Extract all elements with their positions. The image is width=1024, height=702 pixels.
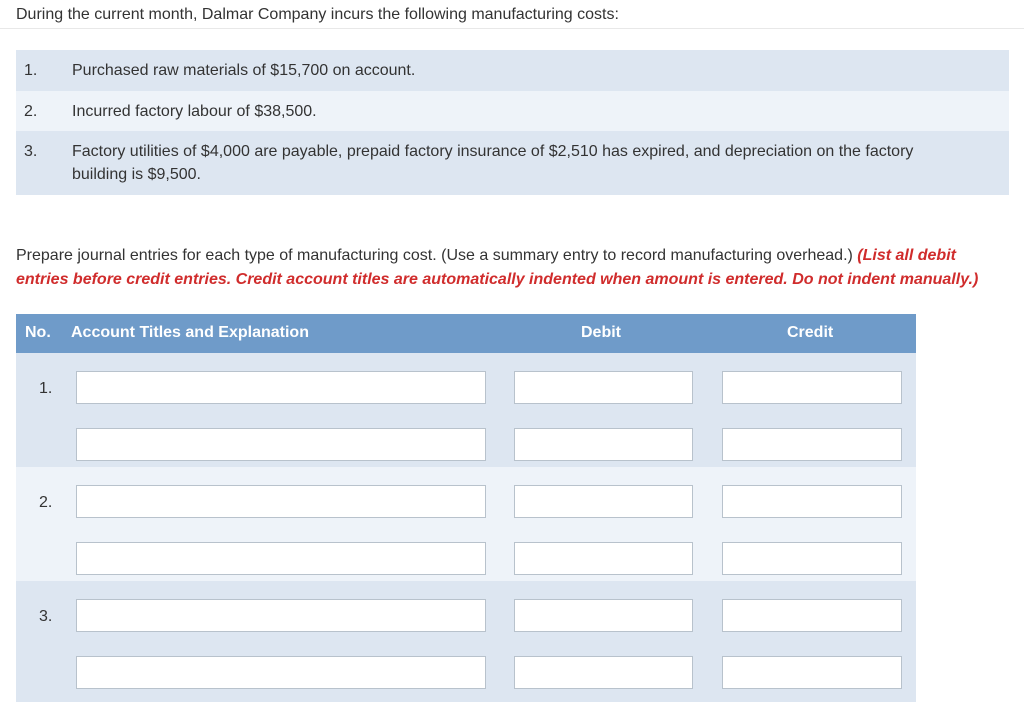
credit-input[interactable] bbox=[722, 371, 902, 404]
instructions bbox=[16, 244, 1006, 292]
account-title-input[interactable] bbox=[76, 428, 486, 461]
header-no: No. bbox=[25, 324, 51, 341]
fact-text: Purchased raw materials of $15,700 on account. bbox=[72, 62, 416, 79]
journal-entry-1 bbox=[16, 353, 916, 467]
credit-input[interactable] bbox=[722, 485, 902, 518]
facts-list bbox=[16, 50, 1009, 195]
entry-number: 2. bbox=[39, 494, 53, 511]
header-account: Account Titles and Explanation bbox=[71, 324, 309, 341]
instructions-note: (List all debit entries before credit entries. Credit account titles are automatically indented when amount is entered. Do not indent manually.) bbox=[16, 247, 979, 288]
fact-text: Factory utilities of $4,000 are payable, prepaid factory insurance of $2,510 has expired, and depreciation on the factory building is $9,500. bbox=[72, 143, 914, 183]
credit-input[interactable] bbox=[722, 428, 902, 461]
fact-number: 2. bbox=[24, 102, 38, 120]
header-credit: Credit bbox=[787, 324, 834, 341]
debit-input[interactable] bbox=[514, 656, 693, 689]
account-title-input[interactable] bbox=[76, 485, 486, 518]
instructions-main: Prepare journal entries for each type of manufacturing cost. (Use a summary entry to record manufacturing overhead.) bbox=[16, 247, 858, 264]
credit-input[interactable] bbox=[722, 599, 902, 632]
problem-intro: During the current month, Dalmar Company incurs the following manufacturing costs: bbox=[16, 6, 619, 23]
debit-input[interactable] bbox=[514, 371, 693, 404]
account-title-input[interactable] bbox=[76, 542, 486, 575]
entry-number: 1. bbox=[39, 380, 53, 397]
debit-input[interactable] bbox=[514, 428, 693, 461]
journal-entry-3 bbox=[16, 581, 916, 702]
fact-row bbox=[16, 91, 1009, 131]
debit-input[interactable] bbox=[514, 542, 693, 575]
table-header bbox=[16, 314, 916, 353]
credit-input[interactable] bbox=[722, 542, 902, 575]
entry-number: 3. bbox=[39, 608, 53, 625]
fact-text: Incurred factory labour of $38,500. bbox=[72, 102, 317, 120]
account-title-input[interactable] bbox=[76, 371, 486, 404]
debit-input[interactable] bbox=[514, 485, 693, 518]
fact-number: 3. bbox=[24, 143, 38, 160]
fact-row bbox=[16, 50, 1009, 91]
divider bbox=[0, 28, 1024, 29]
journal-entry-table bbox=[16, 314, 916, 702]
debit-input[interactable] bbox=[514, 599, 693, 632]
header-debit: Debit bbox=[581, 324, 621, 341]
journal-entry-2 bbox=[16, 467, 916, 581]
fact-number: 1. bbox=[24, 62, 38, 79]
credit-input[interactable] bbox=[722, 656, 902, 689]
account-title-input[interactable] bbox=[76, 656, 486, 689]
fact-row bbox=[16, 131, 1009, 195]
account-title-input[interactable] bbox=[76, 599, 486, 632]
